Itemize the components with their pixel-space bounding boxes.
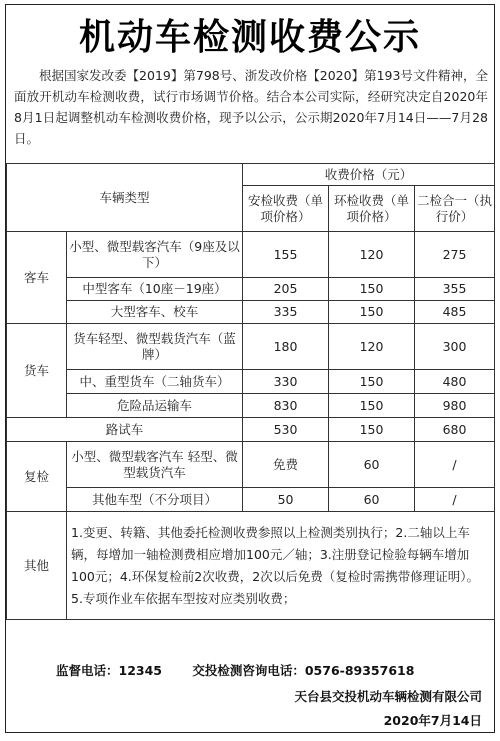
env-price-cell: 120 [329,324,415,370]
vehicle-type-cell: 中型客车（10座－19座） [67,278,243,301]
env-price-cell: 60 [329,488,415,512]
env-price-cell: 60 [329,442,415,488]
table-row [7,442,495,488]
group-passenger: 客车 [7,232,67,324]
notice-date: 2020年7月14日 [383,713,482,728]
safety-price-cell: 335 [243,301,329,324]
header-vehicle-type: 车辆类型 [7,164,243,232]
fee-notice [5,4,495,733]
vehicle-type-cell: 其他车型（不分项目） [67,488,243,512]
vehicle-type-cell: 货车轻型、微型载货汽车（蓝牌） [67,324,243,370]
table-row [7,488,495,512]
contact-line [56,661,494,679]
env-price-cell: 150 [329,418,415,442]
combined-price-cell: / [415,488,495,512]
env-price-cell: 150 [329,370,415,394]
vehicle-type-cell: 大型客车、校车 [67,301,243,324]
safety-price-cell: 155 [243,232,329,278]
table-row [7,278,495,301]
combined-price-cell: 480 [415,370,495,394]
consult-phone: 交投检测咨询电话：0576-89357618 [192,663,415,678]
header-safety: 安检收费（单项价格） [243,186,329,232]
fee-table [6,163,495,620]
table-row [7,394,495,418]
env-price-cell: 150 [329,394,415,418]
vehicle-type-cell: 危险品运输车 [67,394,243,418]
company-name: 天台县交投机动车辆检测有限公司 [294,689,482,704]
env-price-cell: 150 [329,278,415,301]
safety-price-cell: 830 [243,394,329,418]
env-price-cell: 150 [329,301,415,324]
combined-price-cell: 980 [415,394,495,418]
group-truck: 货车 [7,324,67,418]
combined-price-cell: 680 [415,418,495,442]
combined-price-cell: 355 [415,278,495,301]
safety-price-cell: 免费 [243,442,329,488]
combined-price-cell: / [415,442,495,488]
table-row [7,418,495,442]
vehicle-type-cell: 小型、微型载客汽车 轻型、微型载货汽车 [67,442,243,488]
notice-title: 机动车检测收费公示 [78,16,421,58]
safety-price-cell: 530 [243,418,329,442]
safety-price-cell: 330 [243,370,329,394]
supervise-phone: 监督电话：12345 [56,663,162,678]
table-row [7,232,495,278]
combined-price-cell: 275 [415,232,495,278]
header-combined: 二检合一（执行价） [415,186,495,232]
combined-price-cell: 300 [415,324,495,370]
env-price-cell: 120 [329,232,415,278]
table-row [7,301,495,324]
group-other: 其他 [7,512,67,620]
table-row [7,512,495,620]
header-env: 环检收费（单项价格） [329,186,415,232]
vehicle-type-cell: 中、重型货车（二轴货车） [67,370,243,394]
safety-price-cell: 180 [243,324,329,370]
group-retest: 复检 [7,442,67,512]
table-row [7,370,495,394]
table-row [7,324,495,370]
header-price-group: 收费价格（元） [243,164,495,186]
vehicle-type-cell: 路试车 [7,418,243,442]
notes-cell: 1.变更、转籍、其他委托检测收费参照以上检测类别执行；2.二轴以上车辆，每增加一轴检测费相应增加100元／轴；3.注册登记检验每辆车增加100元；4.环保复检前2次收费，2次以后免费（复检时需携带修理证明）。5.专项作业车依据车型按对应类别收费； [67,512,495,620]
safety-price-cell: 205 [243,278,329,301]
combined-price-cell: 485 [415,301,495,324]
notice-intro: 根据国家发改委【2019】第798号、浙发改价格【2020】第193号文件精神，全面放开机动车检测收费，试行市场调节价格。结合本公司实际，经研究决定自2020年8月1日起调整机动车检测收费价格，现予以公示，公示期2020年7月14日——7月28日。 [14,68,488,146]
safety-price-cell: 50 [243,488,329,512]
vehicle-type-cell: 小型、微型载客汽车（9座及以下） [67,232,243,278]
